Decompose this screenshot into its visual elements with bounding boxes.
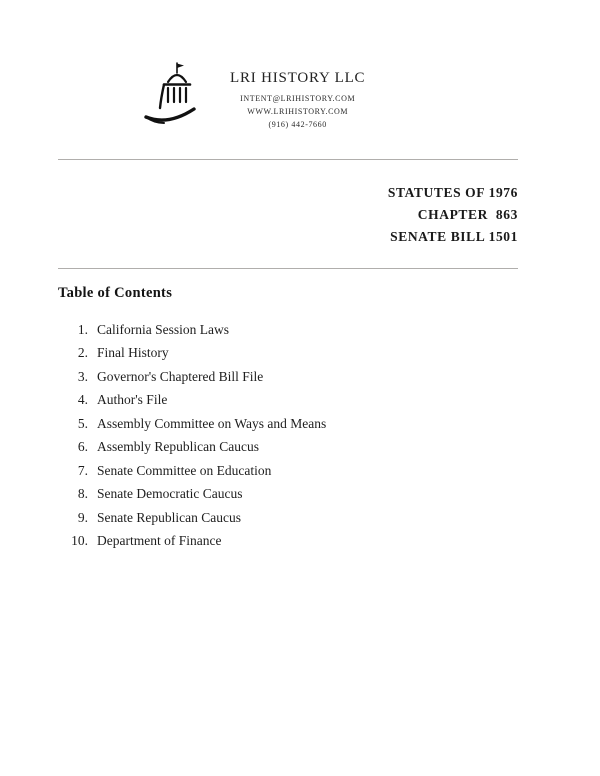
website-text: WWW.LRIHISTORY.COM: [247, 107, 349, 117]
toc-item-number: 7.: [77, 462, 88, 478]
toc-item-number: 10.: [71, 533, 88, 549]
toc-item: [58, 417, 518, 431]
capitol-dome-logo-icon: [140, 60, 204, 136]
toc-item-number: 1.: [77, 321, 88, 337]
toc-item-label: Assembly Committee on Ways and Means: [97, 415, 327, 431]
toc-item: [58, 511, 518, 525]
toc-item-label: Governor's Chaptered Bill File: [97, 368, 264, 384]
case-reference-block: [58, 182, 518, 248]
toc-item-number: 6.: [77, 439, 88, 455]
toc-item: [58, 534, 518, 548]
senate-bill-line: SENATE BILL 1501: [390, 228, 518, 244]
toc-item: [58, 323, 518, 337]
email-text: INTENT@LRIHISTORY.COM: [240, 94, 356, 103]
statutes-line: STATUTES OF 1976: [387, 185, 518, 200]
toc-item-number: 9.: [77, 509, 88, 525]
divider-top: [58, 159, 518, 160]
toc-item: [58, 370, 518, 384]
company-name: LRI HISTORY LLC: [230, 70, 366, 86]
toc-item-label: California Session Laws: [97, 321, 229, 337]
phone-text: (916) 442-7660: [268, 120, 327, 130]
letterhead-text: [230, 58, 365, 132]
toc-item-label: Final History: [97, 345, 169, 361]
toc-item-label: Senate Committee on Education: [97, 462, 272, 478]
divider-middle: [58, 268, 518, 269]
toc-item-label: Author's File: [97, 392, 168, 408]
toc-item-number: 2.: [77, 345, 88, 361]
table-of-contents: [58, 323, 518, 548]
toc-item: [58, 487, 518, 501]
toc-item-label: Assembly Republican Caucus: [97, 439, 259, 455]
toc-item-number: 5.: [77, 415, 88, 431]
toc-item-number: 8.: [77, 486, 88, 502]
toc-item: [58, 464, 518, 478]
toc-item-label: Senate Democratic Caucus: [97, 486, 243, 502]
toc-item-number: 3.: [77, 368, 88, 384]
toc-item-number: 4.: [77, 392, 88, 408]
toc-item: [58, 393, 518, 407]
toc-item-label: Senate Republican Caucus: [97, 509, 241, 525]
toc-item: [58, 440, 518, 454]
letterhead: [140, 58, 518, 136]
toc-heading: Table of Contents: [58, 284, 173, 301]
toc-item: [58, 346, 518, 360]
chapter-line: CHAPTER 863: [417, 206, 518, 222]
toc-item-label: Department of Finance: [97, 533, 222, 549]
